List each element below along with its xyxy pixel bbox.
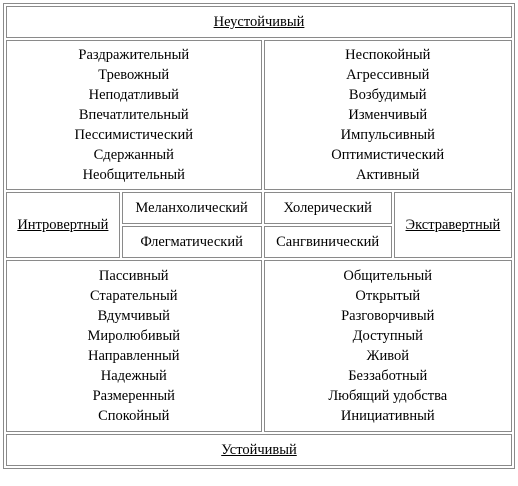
trait: Сдержанный xyxy=(93,147,174,163)
temperament-table xyxy=(3,3,515,469)
trait: Общительный xyxy=(343,268,433,284)
melancholic-label: Меланхолический xyxy=(135,200,248,216)
unstable-header: Неустойчивый xyxy=(213,14,305,30)
trait: Разговорчивый xyxy=(341,308,435,324)
melancholic-cell xyxy=(122,192,262,224)
stable-header: Устойчивый xyxy=(221,442,297,458)
sanguine-label: Сангвинический xyxy=(276,234,380,250)
trait: Беззаботный xyxy=(348,368,428,384)
trait: Миролюбивый xyxy=(87,328,180,344)
choleric-label: Холерический xyxy=(283,200,372,216)
introvert-label: Интровертный xyxy=(17,217,109,233)
trait: Доступный xyxy=(352,328,423,344)
choleric-cell xyxy=(264,192,392,224)
trait: Размеренный xyxy=(92,388,175,404)
trait: Пессимистический xyxy=(74,127,193,143)
bottom-left-traits xyxy=(6,260,262,432)
trait: Живой xyxy=(366,348,409,364)
trait: Необщительный xyxy=(82,167,185,183)
trait: Возбудимый xyxy=(348,87,427,103)
trait: Инициативный xyxy=(340,408,435,424)
trait: Изменчивый xyxy=(348,107,428,123)
trait: Пассивный xyxy=(98,268,169,284)
trait: Неподатливый xyxy=(88,87,179,103)
phlegmatic-label: Флегматический xyxy=(140,234,243,250)
trait: Впечатлительный xyxy=(78,107,189,123)
top-left-traits xyxy=(6,40,262,190)
bottom-right-traits xyxy=(264,260,513,432)
trait: Раздражительный xyxy=(78,47,190,63)
unstable-header-cell xyxy=(6,6,512,38)
trait: Агрессивный xyxy=(346,67,430,83)
introvert-label-cell xyxy=(6,192,120,258)
top-right-traits xyxy=(264,40,513,190)
trait: Направленный xyxy=(87,348,180,364)
trait: Любящий удобства xyxy=(328,388,448,404)
trait: Оптимистический xyxy=(331,147,445,163)
trait: Тревожный xyxy=(98,67,170,83)
trait: Спокойный xyxy=(98,408,170,424)
trait: Вдумчивый xyxy=(97,308,170,324)
trait: Активный xyxy=(355,167,420,183)
sanguine-cell xyxy=(264,226,392,258)
extravert-label: Экстравертный xyxy=(405,217,501,233)
trait: Старательный xyxy=(89,288,178,304)
extravert-label-cell xyxy=(394,192,512,258)
trait: Неспокойный xyxy=(345,47,431,63)
trait: Открытый xyxy=(355,288,421,304)
phlegmatic-cell xyxy=(122,226,262,258)
trait: Импульсивный xyxy=(340,127,435,143)
trait: Надежный xyxy=(100,368,167,384)
stable-header-cell xyxy=(6,434,512,466)
